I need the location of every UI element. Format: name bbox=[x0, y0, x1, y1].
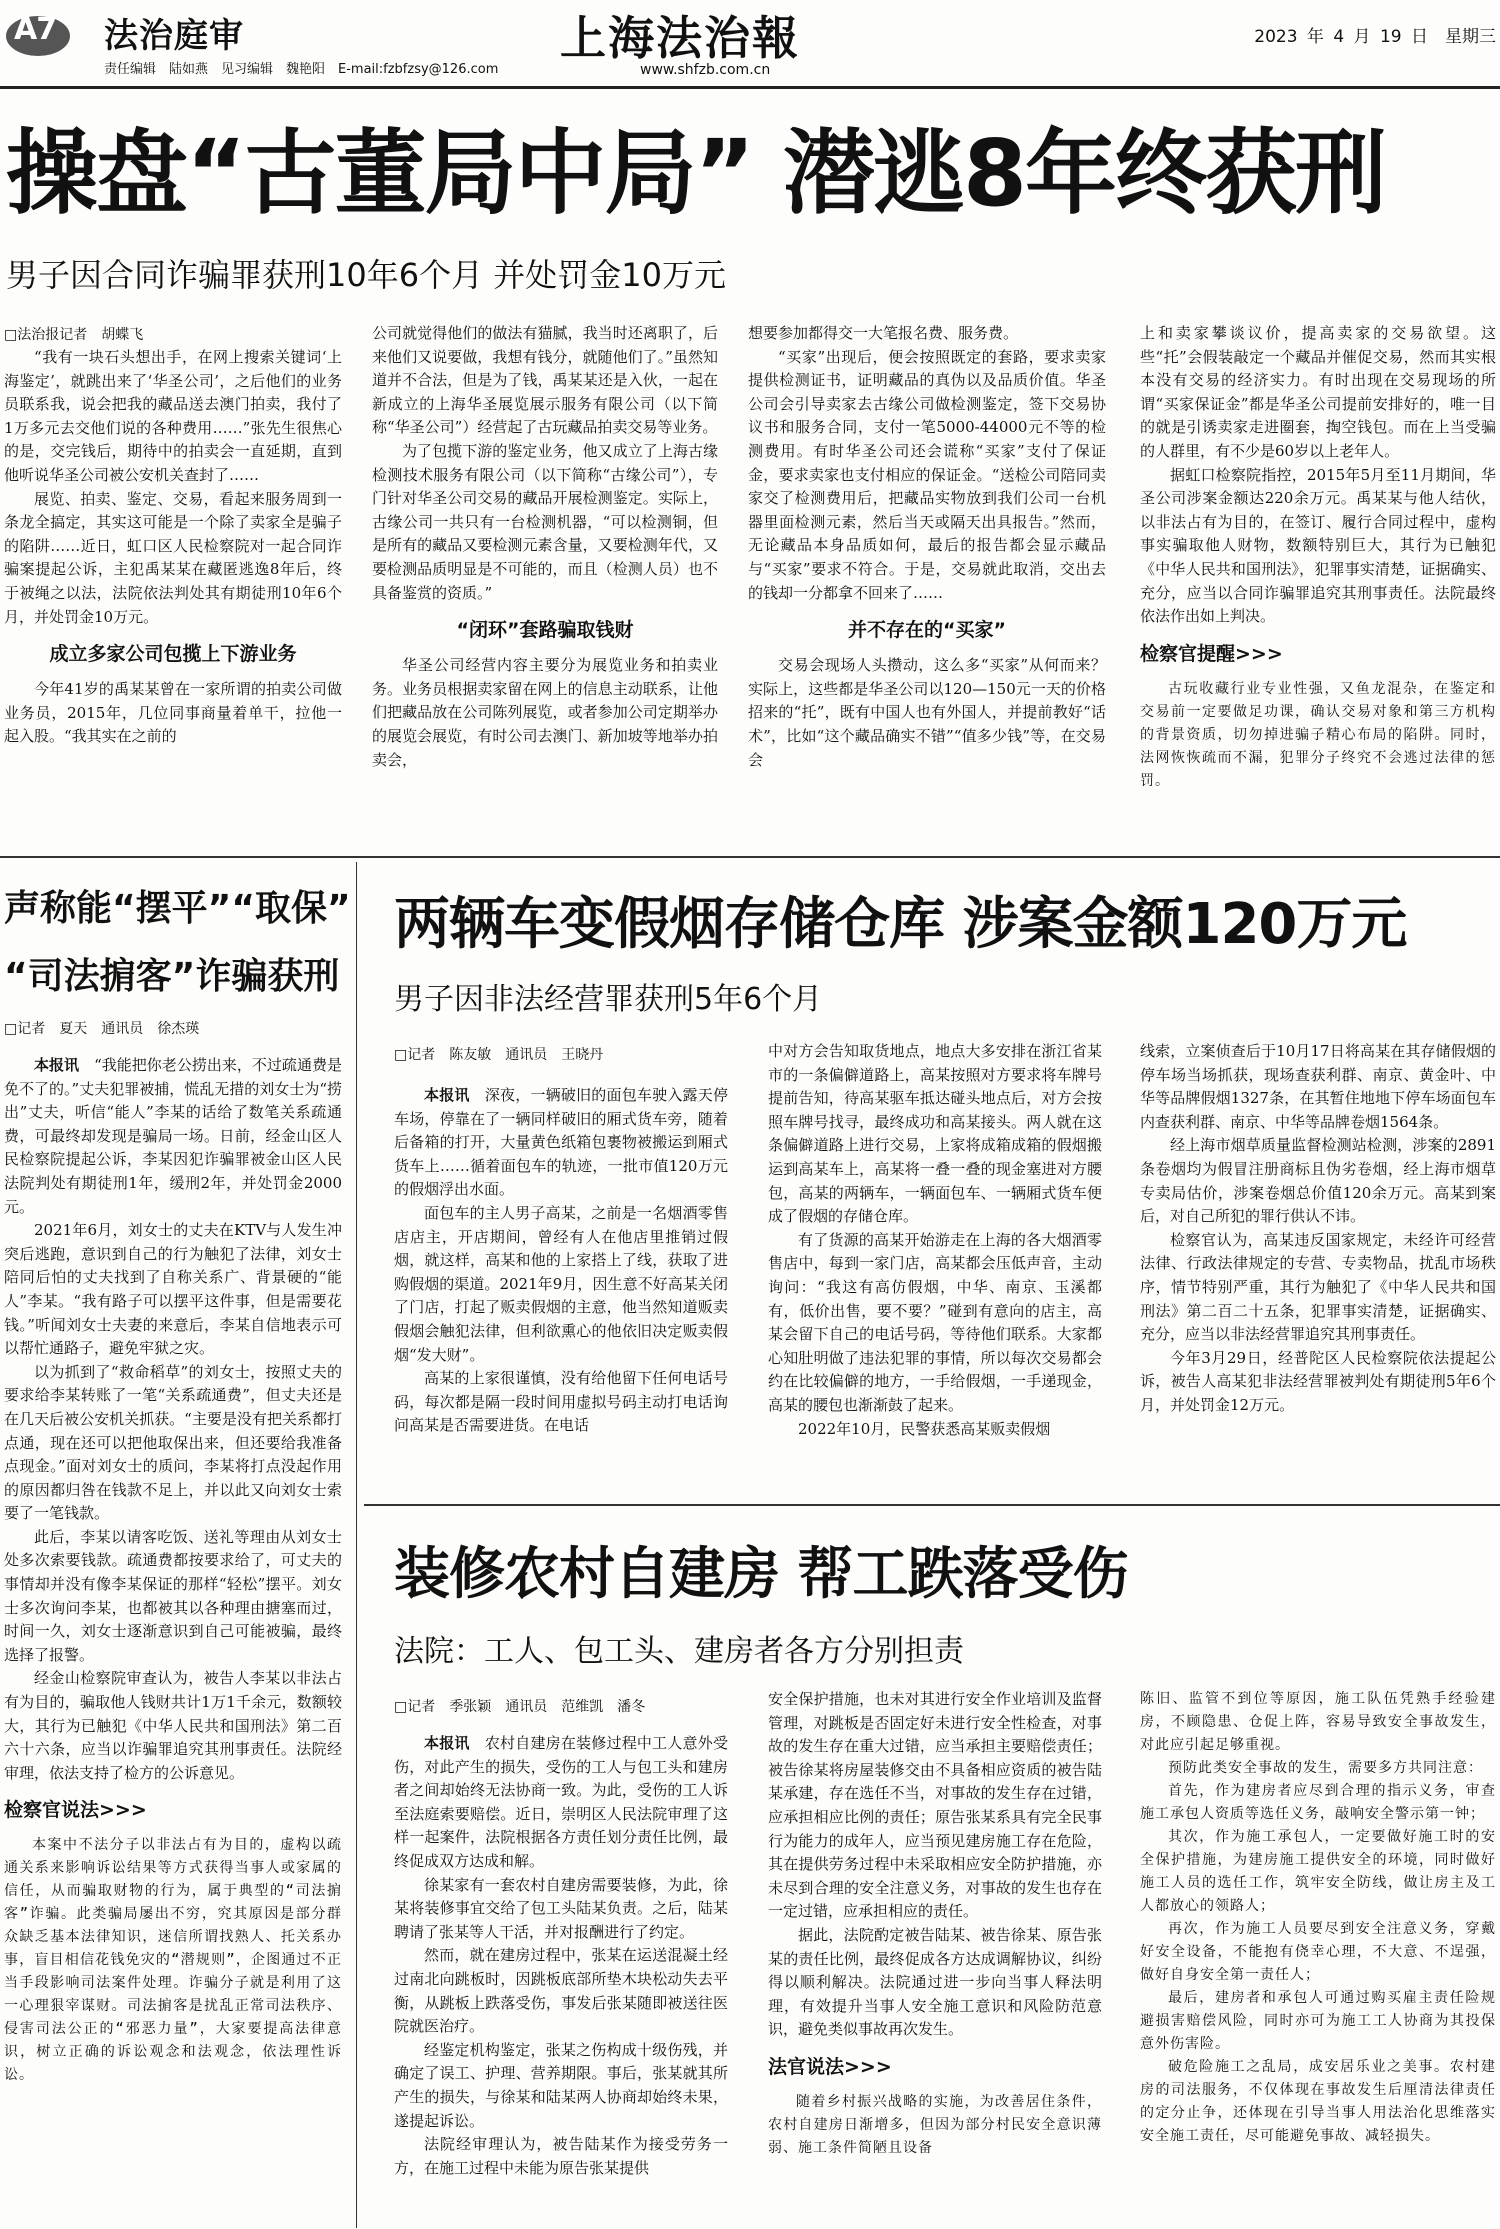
paragraph: 经鉴定机构鉴定，张某之伤构成十级伤残，并确定了误工、护理、营养期限。事后，张某就其所产生的损失，与徐某和陆某两人协商却始终未果，遂提起诉讼。 bbox=[394, 2040, 728, 2130]
paragraph: 检察官认为，高某违反国家规定，未经许可经营法律、行政法律规定的专营、专卖物品，扰乱市场秩序，情节特别严重，其行为触犯了《中华人民共和国刑法》第二百二十五条，犯罪事实清楚，证据确实、充分，应当以非法经营罪追究其刑事责任。 bbox=[1140, 1230, 1496, 1344]
story4-column-3 bbox=[1140, 1688, 1496, 2226]
paragraph: 据此，法院酌定被告陆某、被告徐某、原告张某的责任比例，最终促成各方达成调解协议，纠纷得以顺利解决。法院通过进一步向当事人释法明理，有效提升当事人安全施工意识和风险防范意识，避免类似事故再次发生。 bbox=[768, 1925, 1102, 2039]
paragraph: 中对方会告知取货地点，地点大多安排在浙江省某市的一条偏僻道路上，高某按照对方要求将车牌号提前告知，待高某驱车抵达碰头地点后，对方会按照车牌号找寻，最终成功和高某接头。两人就在这条偏僻道路上进行交易，上家将成箱成箱的假烟搬运到高某车上，高某将一叠一叠的现金塞进对方腰包，高某的两辆车，一辆面包车、一辆厢式货车便成了假烟的存储仓库。 bbox=[768, 1042, 1102, 1226]
newspaper-logo: 上海法治報 bbox=[560, 11, 800, 65]
paragraph: 公司就觉得他们的做法有猫腻，我当时还离职了，后来他们又说要做，我想有钱分，就随他们了。”虽然知道并不合法，但是为了钱，禹某某还是入伙，一起在新成立的上海华圣展览展示服务有限公司（以下简称“华圣公司”）经营起了古玩藏品拍卖交易等业务。 bbox=[372, 324, 718, 437]
judge-explanation-note: 预防此类安全事故的发生，需要多方共同注意： bbox=[1168, 1760, 1483, 1776]
paragraph: “我有一块石头想出手，在网上搜索关键词‘上海鉴定’，就跳出来了‘华圣公司’，之后他们的业务员联系我，说会把我的藏品送去澳门拍卖，我付了1万多元去交他们说的各种费用……”张先生很焦心的是，交完钱后，期待中的拍卖会一直延期，直到他听说华圣公司被公安机关查封了…… bbox=[4, 348, 342, 484]
divider bbox=[364, 1504, 1500, 1506]
judge-explanation-note: 再次，作为施工人员要尽到安全注意义务，穿戴好安全设备，不能抱有侥幸心理，不大意、不逞强，做好自身安全第一责任人； bbox=[1140, 1921, 1496, 1983]
divider bbox=[0, 856, 1500, 858]
prosecutor-explanation-heading: 检察官说法>>> bbox=[4, 1799, 147, 1822]
story2-column bbox=[4, 1054, 342, 2224]
story4-headline: 装修农村自建房 帮工跌落受伤 bbox=[394, 1542, 1128, 1607]
paragraph: 然而，就在建房过程中，张某在运送混凝土经过南北向跳板时，因跳板底部所垫木块松动失去平衡，从跳板上跌落受伤，事发后张某随即被送往医院就医治疗。 bbox=[394, 1946, 728, 2036]
paragraph: 据虹口检察院指控，2015年5月至11月期间，华圣公司涉案金额达220余万元。禹某某与他人结伙，以非法占有为目的，在签订、履行合同过程中，虚构事实骗取他人财物，数额特别巨大，其行为已触犯《中华人民共和国刑法》，犯罪事实清楚，证据确实、充分，应当以合同诈骗罪追究其刑事责任。法院最终依法作出如上判决。 bbox=[1140, 465, 1496, 626]
paragraph: 此后，李某以请客吃饭、送礼等理由从刘女士处多次索要钱款。疏通费都按要求给了，可丈夫的事情却并没有像李某保证的那样“轻松”摆平。刘女士多次询问李某，也都被其以各种理由搪塞而过，时间一久，刘女士逐渐意识到自己可能被骗，最终选择了报警。 bbox=[4, 1527, 342, 1664]
dateline: 本报讯 bbox=[34, 1056, 80, 1074]
issue-date: 2023 年 4 月 19 日 星期三 bbox=[1254, 27, 1496, 47]
prosecutor-reminder-note: 古玩收藏行业专业性强，又鱼龙混杂，在鉴定和交易前一定要做足功课，确认交易对象和第三方机构的背景资质，切勿掉进骗子精心布局的陷阱。同时，法网恢恢疏而不漏，犯罪分子终究不会逃过法律的惩罚。 bbox=[1140, 680, 1496, 789]
dateline: 本报讯 bbox=[424, 1734, 470, 1752]
story4-subhead: 法院：工人、包工头、建房者各方分别担责 bbox=[394, 1634, 964, 1669]
story3-column-2 bbox=[768, 1040, 1102, 1494]
story1-subheading-2: “闭环”套路骗取钱财 bbox=[456, 619, 634, 642]
paragraph: 华圣公司经营内容主要分为展览业务和拍卖业务。业务员根据卖家留在网上的信息主动联系，让他们把藏品放在公司陈列展览，或者参加公司定期举办的展览会展览，有时公司去澳门、新加坡等地举办拍卖会， bbox=[372, 656, 718, 769]
story1-column-1 bbox=[4, 346, 342, 850]
judge-explanation-heading: 法官说法>>> bbox=[768, 2055, 892, 2078]
paragraph: 为了包揽下游的鉴定业务，他又成立了上海古缘检测技术服务有限公司（以下简称“古缘公司”），专门针对华圣公司交易的藏品开展检测鉴定。实际上，古缘公司一共只有一台检测机器，“可以检测铜，但是所有的藏品又要检测元素含量，又要检测年代，又要检测品质明显是不可能的，而且（检测人员）也不具备鉴赏的资质。” bbox=[372, 441, 718, 602]
story3-byline: □记者 陈友敏 通讯员 王晓丹 bbox=[394, 1047, 604, 1063]
paragraph bbox=[394, 1732, 728, 1874]
story3-headline: 两辆车变假烟存储仓库 涉案金额120万元 bbox=[394, 892, 1407, 957]
paragraph: 有了货源的高某开始游走在上海的各大烟酒零售店中，每到一家门店，高某都会压低声音，主动询问：“我这有高仿假烟，中华、南京、玉溪都有，低价出售，要不要？”碰到有意向的店主，高某会留下自己的电话号码，等待他们联系。大家都心知肚明做了违法犯罪的事情，所以每次交易都会约在比较偏僻的地方，一手给假烟，一手递现金，高某的腰包也渐渐鼓了起来。 bbox=[768, 1230, 1102, 1414]
story1-column-2 bbox=[372, 322, 718, 850]
story1-subhead: 男子因合同诈骗罪获刑10年6个月 并处罚金10万元 bbox=[6, 256, 726, 294]
section-title: 法治庭审 bbox=[104, 16, 244, 56]
paragraph: 今年3月29日，经普陀区人民检察院依法提起公诉，被告人高某犯非法经营罪被判处有期徒刑5年6个月，并处罚金12万元。 bbox=[1140, 1348, 1496, 1414]
masthead-rule bbox=[0, 86, 1500, 89]
paragraph: 2021年6月，刘女士的丈夫在KTV与人发生冲突后逃跑，意识到自己的行为触犯了法律，刘女士陪同后怕的丈夫找到了自称关系广、背景硬的“能人”李某。“我有路子可以摆平这件事，但是需要花钱。”听闻刘女士夫妻的来意后，李某自信地表示可以帮忙通路子，避免牢狱之灾。 bbox=[4, 1221, 342, 1358]
paragraph: 面包车的主人男子高某，之前是一名烟酒零售店店主，开店期间，曾经有人在他店里推销过假烟，就这样，高某和他的上家搭上了线，获取了进购假烟的渠道。2021年9月，因生意不好高某关闭了门店，打起了贩卖假烟的主意，他当然知道贩卖假烟会触犯法律，但利欲熏心的他依旧决定贩卖假烟“发大财”。 bbox=[394, 1203, 728, 1364]
paragraph: 展览、拍卖、鉴定、交易，看起来服务周到一条龙全搞定，其实这可能是一个除了卖家全是骗子的陷阱……近日，虹口区人民检察院对一起合同诈骗案提起公诉，主犯禹某某在藏匿逃逸8年后，终于被绳之以法，法院依法判处其有期徒刑10年6个月，并处罚金10万元。 bbox=[4, 489, 342, 626]
story1-column-4 bbox=[1140, 322, 1496, 850]
dateline: 本报讯 bbox=[424, 1086, 470, 1104]
story1-headline: 操盘“古董局中局” 潜逃8年终获刑 bbox=[6, 120, 1385, 227]
judge-explanation-note: 破危险施工之乱局，成安居乐业之美事。农村建房的司法服务，不仅体现在事故发生后厘清法律责任的定分止争，还体现在引导当事人用法治化思维落实安全施工责任，尽可能避免事故、减轻损失。 bbox=[1140, 2059, 1496, 2144]
story3-column-1 bbox=[394, 1084, 728, 1494]
story2-byline: □记者 夏天 通讯员 徐杰瑛 bbox=[4, 1021, 200, 1037]
story2-headline-line-2: “司法掮客”诈骗获刑 bbox=[4, 956, 340, 997]
paragraph-text: “我能把你老公捞出来，不过疏通费是免不了的。”丈夫犯罪被捕，慌乱无措的刘女士为“捞出”丈夫，听信“能人”李某的话给了数笔关系疏通费，可最终却发现是骗局一场。日前，经金山区人民检察院提起公诉，李某因犯诈骗罪被金山区人民法院判处有期徒刑1年，缓刑2年，并处罚金2000元。 bbox=[4, 1056, 342, 1216]
paragraph: 法院经审理认为，被告陆某作为接受劳务一方，在施工过程中未能为原告张某提供 bbox=[394, 2135, 728, 2177]
paragraph: 经金山检察院审查认为，被告人李某以非法占有为目的，骗取他人钱财共计1万1千余元，数额较大，其行为已触犯《中华人民共和国刑法》第二百六十六条，应当以诈骗罪追究其刑事责任。法院经审理，依法支持了检方的公诉意见。 bbox=[4, 1669, 342, 1782]
paragraph-text: 深夜，一辆破旧的面包车驶入露天停车场，停靠在了一辆同样破旧的厢式货车旁，随着后备箱的打开，大量黄色纸箱包裹物被搬运到厢式货车上……循着面包车的轨迹，一批市值120万元的假烟浮出水面。 bbox=[394, 1086, 728, 1199]
paragraph bbox=[4, 1054, 342, 1219]
story4-column-1 bbox=[394, 1732, 728, 2226]
page-number-badge bbox=[0, 4, 96, 56]
page-number: A7 bbox=[14, 12, 57, 47]
story3-subhead: 男子因非法经营罪获刑5年6个月 bbox=[394, 982, 823, 1017]
paragraph: 线索，立案侦查后于10月17日将高某在其存储假烟的停车场当场抓获，现场查获利群、南京、黄金叶、中华等品牌假烟1327条，在其暂住地地下停车场面包车内查获利群、南京、中华等品牌卷烟1564条。 bbox=[1140, 1042, 1496, 1131]
story1-byline: □法治报记者 胡蝶飞 bbox=[4, 327, 144, 343]
story3-column-3 bbox=[1140, 1040, 1496, 1494]
judge-explanation-note: 陈旧、监管不到位等原因，施工队伍凭熟手经验建房，不顾隐患、仓促上阵，容易导致安全事故发生，对此应引起足够重视。 bbox=[1140, 1691, 1496, 1753]
story1-column-3 bbox=[748, 322, 1106, 850]
story2-headline-line-1: 声称能“摆平”“取保” bbox=[4, 888, 351, 929]
editors-line: 责任编辑 陆如燕 见习编辑 魏艳阳 E-mail:fzbfzsy@126.com bbox=[104, 62, 499, 77]
paragraph bbox=[394, 1084, 728, 1202]
paragraph: 安全保护措施，也未对其进行安全作业培训及监督管理，对跳板是否固定好未进行安全性检查，对事故的发生存在重大过错，应当承担主要赔偿责任；被告徐某将房屋装修交由不具备相应资质的被告陆某承建，存在选任不当，对事故的发生存在过错，应承担相应比例的责任；原告张某系具有完全民事行为能力的成年人，应当预见建房施工存在危险，其在提供劳务过程中未采取相应安全防护措施，亦未尽到合理的安全注意义务，对事故的发生也存在一定过错，应承担相应的责任。 bbox=[768, 1690, 1102, 1921]
story4-byline: □记者 季张颖 通讯员 范维凯 潘冬 bbox=[394, 1699, 646, 1715]
paragraph: 高某的上家很谨慎，没有给他留下任何电话号码，每次都是隔一段时间用虚拟号码主动打电话询问高某是否需要进货。在电话 bbox=[394, 1369, 728, 1435]
paragraph: 2022年10月，民警获悉高某贩卖假烟 bbox=[798, 1419, 1051, 1438]
paragraph: 想要参加都得交一大笔报名费、服务费。 bbox=[748, 324, 1019, 342]
prosecutor-reminder-heading: 检察官提醒>>> bbox=[1140, 642, 1283, 665]
paragraph-text: 农村自建房在装修过程中工人意外受伤，对此产生的损失，受伤的工人与包工头和建房者之间却始终无法协商一致。为此，受伤的工人诉至法庭索要赔偿。近日，崇明区人民法院审理了这样一起案件，法院根据各方责任划分责任比例，最终促成双方达成和解。 bbox=[394, 1734, 728, 1870]
paragraph: 经上海市烟草质量监督检测站检测，涉案的2891条卷烟均为假冒注册商标且伪劣卷烟，经上海市烟草专卖局估价，涉案卷烟总价值120余万元。高某到案后，对自己所犯的罪行供认不讳。 bbox=[1140, 1136, 1496, 1226]
column-divider bbox=[356, 862, 357, 2228]
paragraph: 上和卖家攀谈议价，提高卖家的交易欲望。这些“托”会假装敲定一个藏品并催促交易，然而其实根本没有交易的经济实力。有时出现在交易现场的所谓“买家保证金”都是华圣公司提前安排好的，唯一目的就是引诱卖家走进圈套，掏空钱包。而在上当受骗的人群里，有不少是60岁以上老年人。 bbox=[1140, 324, 1496, 460]
paragraph: 交易会现场人头攒动，这么多“买家”从何而来？实际上，这些都是华圣公司以120—150元一天的价格招来的“托”，既有中国人也有外国人，并提前教好“话术”，比如“这个藏品确实不错”“值多少钱”等，在交易会 bbox=[748, 656, 1106, 769]
judge-explanation-note: 其次，作为施工承包人，一定要做好施工时的安全保护措施，为建房施工提供安全的环境，同时做好施工人员的选任工作，筑牢安全防线，做让房主及工人都放心的领路人； bbox=[1140, 1829, 1496, 1914]
prosecutor-explanation-note: 本案中不法分子以非法占有为目的，虚构以疏通关系来影响诉讼结果等方式获得当事人或家属的信任，从而骗取财物的行为，属于典型的“司法掮客”诈骗。此类骗局屡出不穷，究其原因是部分群众缺乏基本法律知识，迷信所谓找熟人、托关系办事，盲目相信花钱免灾的“潜规则”，企图通过不正当手段影响司法案件处理。诈骗分子就是利用了这一心理狠宰谋财。司法掮客是扰乱正常司法秩序、侵害司法公正的“邪恶力量”，大家要提高法律意识，树立正确的诉讼观念和法观念，依法理性诉讼。 bbox=[4, 1837, 342, 2084]
story1-subheading-1: 成立多家公司包揽上下游业务 bbox=[49, 643, 297, 666]
story1-subheading-3: 并不存在的“买家” bbox=[848, 619, 1006, 642]
judge-explanation-note: 最后，建房者和承包人可通过购买雇主责任险规避损害赔偿风险，同时亦可为施工工人协商为其投保意外伤害险。 bbox=[1140, 1990, 1496, 2052]
paragraph: 徐某家有一套农村自建房需要装修，为此，徐某将装修事宜交给了包工头陆某负责。之后，陆某聘请了张某等人干活，并对报酬进行了约定。 bbox=[394, 1875, 728, 1941]
paragraph: 以为抓到了“救命稻草”的刘女士，按照丈夫的要求给李某转账了一笔“关系疏通费”，但丈夫还是在几天后被公安机关抓获。“主要是没有把关系都打点通，现在还可以把他取保出来，但还要给我准备点现金。”面对刘女士的质问，李某将打点没起作用的原因都归咎在钱款不足上，并以此又向刘女士索要了一笔钱款。 bbox=[4, 1362, 342, 1523]
paragraph: 今年41岁的禹某某曾在一家所谓的拍卖公司做业务员，2015年，几位同事商量着单干，拉他一起入股。“我其实在之前的 bbox=[4, 680, 342, 746]
paragraph: “买家”出现后，便会按照既定的套路，要求卖家提供检测证书，证明藏品的真伪以及品质价值。华圣公司会引导卖家去古缘公司做检测鉴定，签下交易协议书和服务合同，支付一笔5000-44000元不等的检测费用。有时华圣公司还会谎称“买家”支付了保证金，要求卖家也支付相应的保证金。“送检公司陪同卖家交了检测费用后，把藏品实物放到我们公司一台机器里面检测元素，然后当天或隔天出具报告。”然而，无论藏品本身品质如何，最后的报告都会显示藏品与“买家”要求不符合。于是，交易就此取消，交出去的钱却一分都拿不回来了…… bbox=[748, 347, 1106, 602]
judge-explanation-note: 首先，作为建房者应尽到合理的指示义务，审查施工承包人资质等选任义务，敲响安全警示第一钟； bbox=[1140, 1783, 1496, 1822]
judge-explanation-note: 随着乡村振兴战略的实施，为改善居住条件，农村自建房日渐增多，但因为部分村民安全意识薄弱、施工条件简陋且设备 bbox=[768, 2093, 1102, 2156]
website-link[interactable]: www.shfzb.com.cn bbox=[640, 62, 771, 78]
story4-column-2 bbox=[768, 1688, 1102, 2226]
